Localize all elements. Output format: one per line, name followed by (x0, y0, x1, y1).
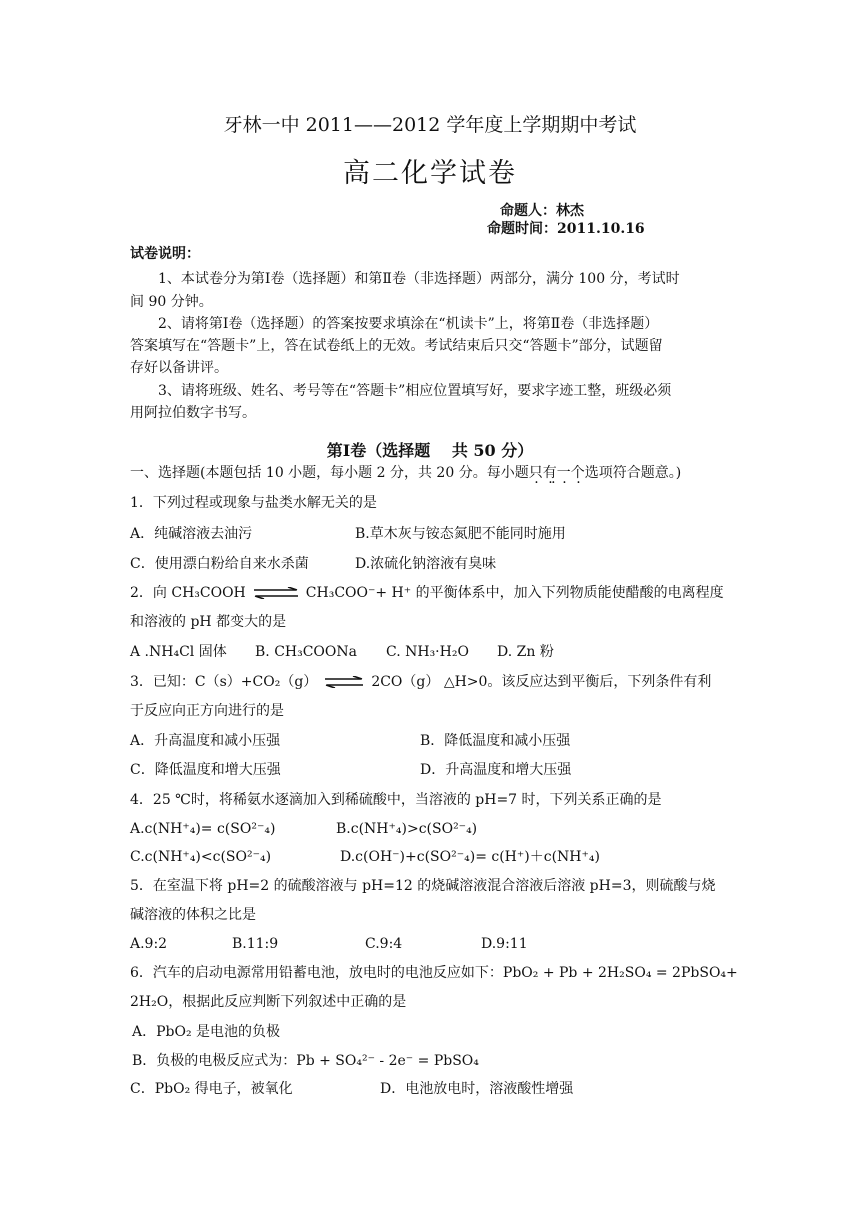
q3-stem-line-2: 于反应向正方向进行的是 (130, 703, 284, 719)
q5-option-d: D.9:11 (481, 936, 528, 952)
q1-option-a: A．纯碱溶液去油污 (130, 526, 253, 542)
q5-stem-line-1: 5．在室温下将 pH=2 的硫酸溶液与 pH=12 的烧碱溶液混合溶液后溶液 pH=3，则硫酸与烧 (130, 878, 716, 894)
q3-stem-line-1 (130, 672, 711, 692)
q3-stem-a: 3．已知：C（s）+CO₂（g） (130, 674, 318, 690)
instruction-3-line-2: 用阿拉伯数字书写。 (130, 405, 256, 421)
q5-option-b: B.11:9 (232, 936, 279, 952)
exam-subject-title: 高二化学试卷 (343, 158, 517, 189)
q3-option-d: D．升高温度和增大压强 (420, 762, 572, 778)
q6-stem-line-2: 2H₂O，根据此反应判断下列叙述中正确的是 (130, 994, 407, 1010)
q6-option-d: D．电池放电时，溶液酸性增强 (380, 1081, 574, 1097)
section-intro (130, 463, 681, 483)
q2-option-b: B. CH₃COONa (255, 644, 357, 660)
q3-option-c: C．降低温度和增大压强 (130, 762, 281, 778)
equilibrium-arrow-icon (323, 676, 365, 688)
instruction-2-line-3: 存好以备讲评。 (130, 360, 228, 376)
exam-header-title: 牙林一中 2011——2012 学年度上学期期中考试 (223, 114, 637, 136)
q6-stem-line-1: 6．汽车的启动电源常用铅蓄电池，放电时的电池反应如下：PbO₂ + Pb + 2H₂SO₄ = 2PbSO₄+ (130, 965, 738, 981)
q2-option-a: A .NH₄Cl 固体 (130, 644, 227, 660)
q2-stem-a: 2．向 CH₃COOH (130, 585, 246, 601)
q4-option-c: C.c(NH⁺₄)<c(SO²⁻₄) (130, 849, 272, 865)
q5-option-c: C.9:4 (365, 936, 403, 952)
author-label: 命题人：林杰 (500, 203, 584, 219)
q4-stem: 4．25 ℃时，将稀氨水逐滴加入到稀硫酸中，当溶液的 pH=7 时，下列关系正确的是 (130, 792, 662, 808)
section-intro-text-a: 一、选择题(本题包括 10 小题，每小题 2 分，共 20 分。每小题 (130, 465, 529, 481)
q1-option-b: B.草木灰与铵态氮肥不能同时施用 (355, 526, 566, 542)
instruction-2-line-1: 2、请将第Ⅰ卷（选择题）的答案按要求填涂在“机读卡”上，将第Ⅱ卷（非选择题） (158, 316, 659, 332)
q2-stem-line-1 (130, 583, 724, 603)
instruction-1-line-1: 1、本试卷分为第Ⅰ卷（选择题）和第Ⅱ卷（非选择题）两部分，满分 100 分，考试时 (158, 271, 680, 287)
emphasis-char: 有 (542, 465, 557, 481)
instruction-1-line-2: 间 90 分钟。 (130, 294, 213, 310)
instruction-3-line-1: 3、请将班级、姓名、考号等在“答题卡”相应位置填写好，要求字迹工整，班级必须 (158, 383, 672, 399)
instructions-heading: 试卷说明： (130, 246, 200, 262)
instruction-2-line-2: 答案填写在“答题卡”上，答在试卷纸上的无效。考试结束后只交“答题卡”部分，试题留 (130, 338, 663, 354)
section-title: 第Ⅰ卷（选择题 共 50 分） (326, 441, 534, 460)
q1-option-d: D.浓硫化钠溶液有臭味 (355, 556, 497, 572)
q4-option-a: A.c(NH⁺₄)= c(SO²⁻₄) (130, 821, 276, 837)
q1-stem: 1．下列过程或现象与盐类水解无关的是 (130, 495, 377, 511)
section-intro-text-b: 选项符合题意。) (584, 465, 682, 481)
emphasis-char: 只 (528, 465, 543, 481)
q3-stem-b: 2CO（g） △H>0。该反应达到平衡后，下列条件有利 (371, 674, 712, 690)
q2-stem-b: CH₃COO⁻+ H⁺ 的平衡体系中，加入下列物质能使醋酸的电离程度 (305, 585, 724, 601)
q2-option-c: C. NH₃·H₂O (386, 644, 469, 660)
q6-option-b: B．负极的电极反应式为：Pb + SO₄²⁻ - 2e⁻ = PbSO₄ (132, 1053, 479, 1069)
q2-option-d: D. Zn 粉 (497, 644, 554, 660)
emphasis-dotted-text (529, 465, 585, 481)
q4-option-b: B.c(NH⁺₄)>c(SO²⁻₄) (336, 821, 478, 837)
q4-option-d: D.c(OH⁻)+c(SO²⁻₄)= c(H⁺)＋c(NH⁺₄) (340, 849, 600, 865)
q2-stem-line-2: 和溶液的 pH 都变大的是 (130, 614, 287, 630)
q5-option-a: A.9:2 (130, 936, 168, 952)
date-label: 命题时间：2011.10.16 (487, 221, 645, 237)
q5-stem-line-2: 碱溶液的体积之比是 (130, 907, 256, 923)
emphasis-char: 个 (570, 465, 585, 481)
q6-option-a: A．PbO₂ 是电池的负极 (132, 1024, 281, 1040)
equilibrium-arrow-icon (252, 587, 300, 599)
emphasis-char: 一 (556, 465, 571, 481)
q3-option-a: A．升高温度和减小压强 (130, 733, 281, 749)
q3-option-b: B．降低温度和减小压强 (420, 733, 571, 749)
q1-option-c: C．使用漂白粉给自来水杀菌 (130, 556, 309, 572)
q6-option-c: C．PbO₂ 得电子，被氧化 (130, 1081, 293, 1097)
